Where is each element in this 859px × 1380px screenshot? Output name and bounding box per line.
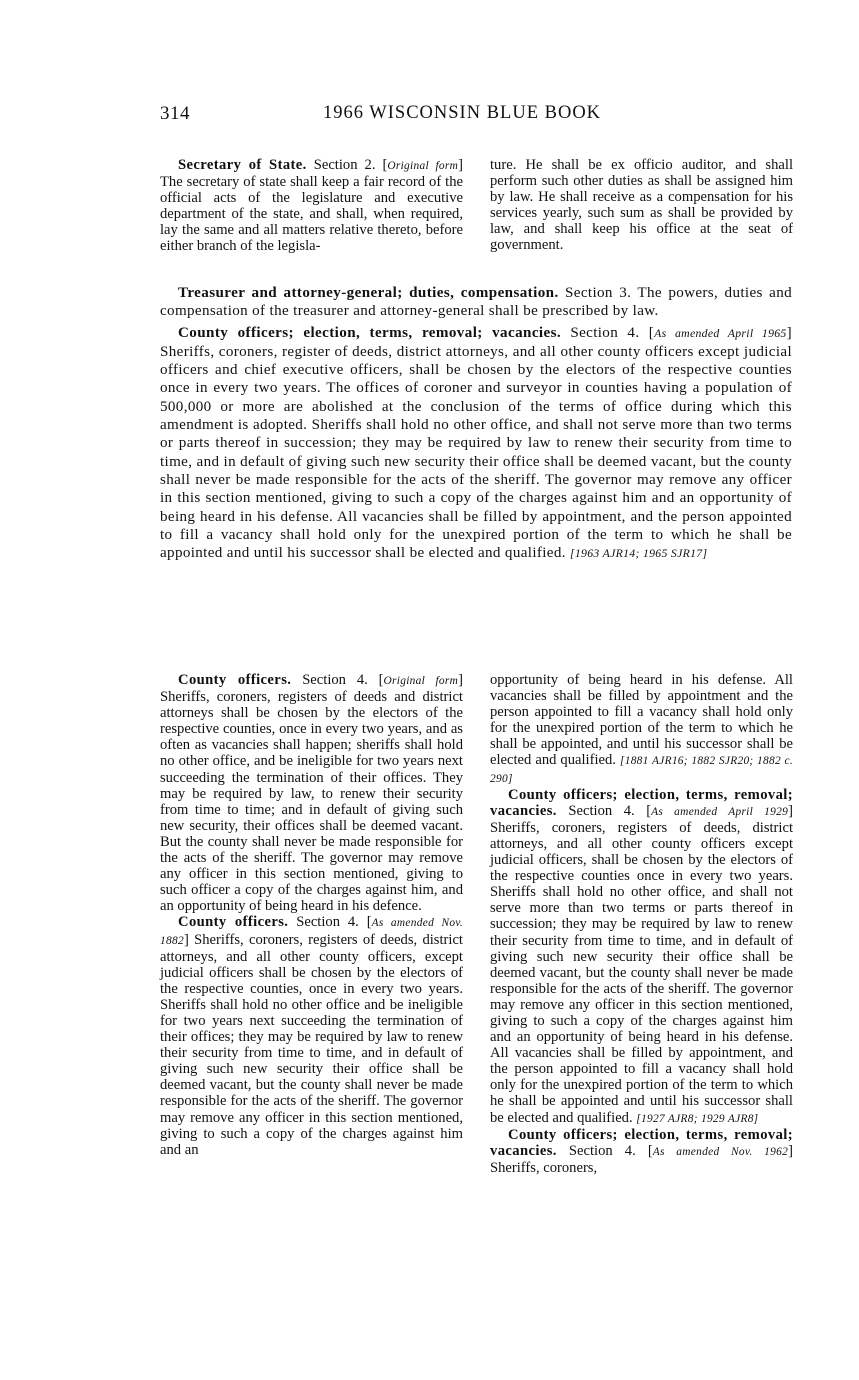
secretary-right-column bbox=[490, 157, 793, 254]
running-title: 1966 WISCONSIN BLUE BOOK bbox=[323, 103, 602, 123]
amendment-note: As amended Nov. 1962 bbox=[652, 1145, 789, 1158]
secretary-continuation: ture. He shall be ex officio auditor, and shall perform such other duties as shall be assigned him by law. He shall receive as a compensation for his services yearly, such sum as shall be provided by law, and shall keep his office at the seat of government. bbox=[490, 157, 793, 254]
amendment-note: Original form bbox=[387, 160, 459, 172]
section-text: Sheriffs, coroners, registers of deeds and district attorneys shall be chosen by the electors of the respective counties, once in every two years, and as often as vacancies shall happen; sheriffs shall hold no other office, and be ineligible for two years next succeeding the termination of their offices. They may be required by law, to renew their security from time to time; and in default of giving such new security, their offices shall be deemed vacant. But the county shall never be made responsible for the acts of the sheriff. The governor may remove any officer in this section mentioned, giving to such officer a copy of the charges against him, and an opportunity of being heard in his defence. bbox=[160, 689, 463, 915]
lower-right-column bbox=[490, 672, 793, 1176]
full-width-block bbox=[160, 284, 792, 563]
citation: [1927 AJR8; 1929 AJR8] bbox=[636, 1112, 759, 1125]
section-text: Sheriffs, coroners, bbox=[490, 1159, 598, 1176]
county-officers-1882-continuation bbox=[490, 672, 793, 787]
section-heading: Secretary of State. bbox=[178, 157, 307, 173]
page-header bbox=[160, 103, 792, 129]
amendment-note: As amended Nov. 1882 bbox=[160, 917, 463, 947]
section-text: The secretary of state shall keep a fair record of the official acts of the legislature and executive department of the state, and shall, when required, lay the same and all matters relative thereto, before either branch of the legisla- bbox=[160, 174, 463, 255]
section-heading: County officers; election, terms, removal; vacancies. bbox=[490, 1126, 793, 1159]
section-text: opportunity of being heard in his defense. All vacancies shall be filled by appointment and the person appointed to fill a vacancy shall hold only for the unexpired portion of the term to which he shall be appointed, and until his successor shall be elected and qualified. bbox=[490, 672, 793, 769]
section-text: Sheriffs, coroners, register of deeds, district attorneys, and all other county officers except judicial officers and chief executive officers, shall be chosen by the electors of the respective counties once in every two years. The offices of coroner and surveyor in counties having a population of 500,000 or more are abolished at the conclusion of the terms of office during which this amendment is adopted. Sheriffs shall hold no other office, and shall not serve more than two terms or parts thereof in succession; they may be required by law to renew their security from time to time, and in default of giving such new security their office shall be deemed vacant, but the county shall never be made responsible for the acts of the sheriff. The governor may remove any officer in this section mentioned, giving to such a copy of the charges against him and an opportunity of being heard in his defense. All vacancies shall be filled by appointment, and the person appointed to fill a vacancy shall hold only for the unexpired portion of the term to which he shall be appointed and until his successor shall be elected and qualified. bbox=[160, 343, 792, 562]
amendment-note: Original form bbox=[383, 675, 459, 687]
section-text: Sheriffs, coroners, registers of deeds, district attorneys, and all other county officers, except judicial officers shall be chosen by the electors of the respective counties, once in every two years. Sheriffs shall hold no other office and be ineligible for two years next succeeding the termination of their offices; they may be required by law to renew their security from time to time, and in default of giving such new security their office shall be deemed vacant, but the county shall never be made responsible for the acts of the sheriff. The governor may remove any officer in this section mentioned, giving to such a copy of the charges against him and an bbox=[160, 931, 463, 1158]
secretary-paragraph: Secretary of State. Section 2. [Original form] The secretary of state shall keep a fair record of the official acts of the legislature and executive department of the state, and shall, when required, lay the same and all matters relative thereto, before either branch of the legisla- bbox=[160, 157, 464, 255]
section-heading: Treasurer and attorney-general; duties, compensation. bbox=[178, 285, 559, 301]
county-officers-1929-paragraph: County officers; election, terms, removal; vacancies. Section 4. [As amended April 1929] Sheriffs, coroners, registers of deeds, district attorneys, and all other county officers except judicial officers, shall be chosen by the electors of the respective counties once in every two years. Sheriffs shall hold no other office, and shall not serve more than two terms or parts thereof in succession; they may be required by law to renew their security from time to time, and in default of giving such new security their office shall be deemed vacant, but the county shall never be made responsible for the acts of the sheriff. The governor may remove any officer in this section mentioned, giving to such a copy of the charges against him and an opportunity of being heard in his defense. All vacancies shall be filled by appointment, and the person appointed to fill a vacancy shall hold only for the unexpired portion of the term to which he shall be appointed and until his successor shall be elected and qualified. [1927 AJR8; 1929 AJR8] bbox=[490, 786, 793, 1126]
section-heading: County officers. bbox=[178, 672, 292, 688]
amendment-note: As amended April 1965 bbox=[654, 326, 787, 340]
section-text: Sheriffs, coroners, registers of deeds, district attorneys, and all other county officers except judicial officers, shall be chosen by the electors of the respective counties once in every two years. Sheriffs shall hold no other office, and shall not serve more than two terms or parts thereof in succession; they may be required by law to renew their security from time to time, and in default of giving such new security their office shall be deemed vacant, but the county shall never be made responsible for the acts of the sheriff. The governor may remove any officer in this section mentioned, giving to such a copy of the charges against him and an opportunity of being heard in his defense. All vacancies shall be filled by appointment, and the person appointed to fill a vacancy shall hold only for the unexpired portion of the term to which he shall be appointed and until his successor shall be elected and qualified. bbox=[490, 819, 793, 1126]
section-heading: County officers. bbox=[178, 914, 289, 931]
amendment-note: As amended April 1929 bbox=[651, 805, 789, 818]
section-heading: County officers; election, terms, removal; vacancies. bbox=[490, 786, 793, 819]
section-heading: County officers; election, terms, removal; vacancies. bbox=[178, 324, 562, 341]
citation: [1963 AJR14; 1965 SJR17] bbox=[569, 547, 708, 561]
page-number: 314 bbox=[160, 103, 190, 124]
county-officers-original-paragraph: County officers. Section 4. [Original form] Sheriffs, coroners, registers of deeds and district attorneys shall be chosen by the electors of the respective counties, once in every two years, and as often as vacancies shall happen; sheriffs shall hold no other office, and be ineligible for two years next succeeding the termination of their offices. They may be required by law, to renew their security from time to time; and in default of giving such new security, their offices shall be deemed vacant. But the county shall never be made responsible for the acts of the sheriff. The governor may remove any officer in this section mentioned, giving to such officer a copy of the charges against him, and an opportunity of being heard in his defence. bbox=[160, 672, 464, 915]
treasurer-paragraph bbox=[160, 284, 792, 321]
county-officers-1882-paragraph: County officers. Section 4. [As amended Nov. 1882] Sheriffs, coroners, registers of deeds, district attorneys, and all other county officers, except judicial officers shall be chosen by the electors of the respective counties, once in every two years. Sheriffs shall hold no other office and be ineligible for two years next succeeding the termination of their offices; they may be required by law to renew their security from time to time, and in default of giving such new security their office shall be deemed vacant, but the county shall never be made responsible for the acts of the sheriff. The governor may remove any officer in this section mentioned, giving to such a copy of the charges against him and an bbox=[160, 914, 463, 1158]
lower-left-column bbox=[160, 672, 463, 1158]
secretary-left-column bbox=[160, 157, 463, 255]
county-officers-1965-paragraph: County officers; election, terms, removal; vacancies. Section 4. [As amended April 1965] Sheriffs, coroners, register of deeds, district attorneys, and all other county officers except judicial officers and chief executive officers, shall be chosen by the electors of the respective counties once in every two years. The offices of coroner and surveyor in counties having a population of 500,000 or more are abolished at the conclusion of the terms of office during which this amendment is adopted. Sheriffs shall hold no other office, and shall not serve more than two terms or parts thereof in succession; they may be required by law to renew their security from time to time, and in default of giving such new security their office shall be deemed vacant, but the county shall never be made responsible for the acts of the sheriff. The governor may remove any officer in this section mentioned, giving to such a copy of the charges against him and an opportunity of being heard in his defense. All vacancies shall be filled by appointment, and the person appointed to fill a vacancy shall hold only for the unexpired portion of the term to which he shall be appointed and until his successor shall be elected and qualified. [1963 AJR14; 1965 SJR17] bbox=[160, 324, 793, 562]
citation: [1881 AJR16; 1882 SJR20; 1882 c. 290] bbox=[490, 755, 793, 785]
county-officers-1962-paragraph: County officers; election, terms, removal; vacancies. Section 4. [As amended Nov. 1962] Sheriffs, coroners, bbox=[490, 1126, 793, 1176]
section-text: Section 3. The powers, duties and compensation of the treasurer and attorney-general shall be prescribed by law. bbox=[160, 285, 792, 320]
